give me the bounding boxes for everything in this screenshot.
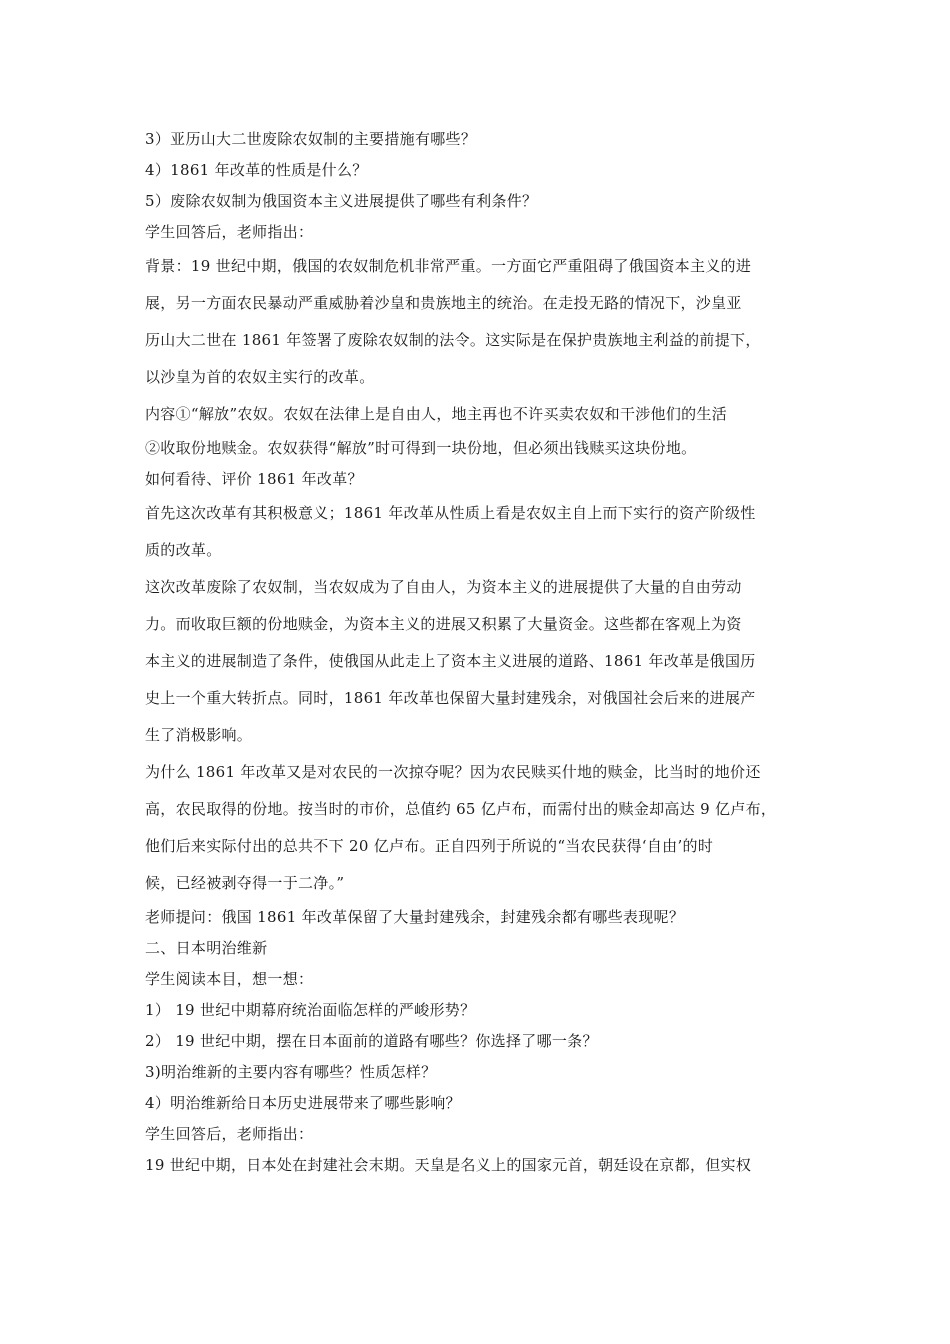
paragraph-plunder-line-1: 为什么 1861 年改革又是对农民的一次掠夺呢？因为农民赎买什地的赎金，比当时的地价还 xyxy=(145,763,761,781)
paragraph-evaluation-line-1: 首先这次改革有其积极意义；1861 年改革从性质上看是农奴主自上而下实行的资产阶级性 xyxy=(145,504,756,522)
paragraph-background-line-3: 历山大二世在 1861 年签署了废除农奴制的法令。这实际是在保护贵族地主利益的前提下， xyxy=(145,331,761,349)
paragraph-content-line-2: ②收取份地赎金。农奴获得“解放”时可得到一块份地，但必须出钱赎买这块份地。 xyxy=(145,439,697,457)
section-heading-meiji: 二、日本明治维新 xyxy=(145,939,268,957)
paragraph-evaluation-line-2: 质的改革。 xyxy=(145,541,222,559)
meiji-question-4: 4）明治维新给日本历史进展带来了哪些影响？ xyxy=(145,1094,461,1112)
evaluation-question: 如何看待、评价 1861 年改革？ xyxy=(145,470,363,488)
paragraph-significance-line-3: 本主义的进展制造了条件，使俄国从此走上了资本主义进展的道路、1861 年改革是俄国历 xyxy=(145,652,756,670)
paragraph-background-line-1: 背景：19 世纪中期，俄国的农奴制危机非常严重。一方面它严重阻碍了俄国资本主义的进 xyxy=(145,257,752,275)
reading-prompt: 学生阅读本目，想一想： xyxy=(145,970,314,988)
paragraph-background-line-4: 以沙皇为首的农奴主实行的改革。 xyxy=(145,368,375,386)
question-3: 3）亚历山大二世废除农奴制的主要措施有哪些？ xyxy=(145,130,477,148)
paragraph-significance-line-4: 史上一个重大转折点。同时，1861 年改革也保留大量封建残余，对俄国社会后来的进展产 xyxy=(145,689,756,707)
teacher-note-2: 学生回答后，老师指出： xyxy=(145,1125,314,1143)
teacher-question: 老师提问：俄国 1861 年改革保留了大量封建残余，封建残余都有哪些表现呢？ xyxy=(145,908,685,926)
paragraph-plunder-line-3: 他们后来实际付出的总共不下 20 亿卢布。正自四列于所说的“当农民获得‘自由’的时 xyxy=(145,837,714,855)
paragraph-plunder-line-4: 候，已经被剥夺得一于二净。” xyxy=(145,874,345,892)
paragraph-significance-line-5: 生了消极影响。 xyxy=(145,726,253,744)
paragraph-background-line-2: 展，另一方面农民暴动严重威胁着沙皇和贵族地主的统治。在走投无路的情况下，沙皇亚 xyxy=(145,294,742,312)
document-body xyxy=(145,124,810,1181)
paragraph-japan-line-1: 19 世纪中期，日本处在封建社会末期。天皇是名义上的国家元首，朝廷设在京都，但实权 xyxy=(145,1156,752,1174)
paragraph-content-line-1: 内容①“解放”农奴。农奴在法律上是自由人，地主再也不许买卖农奴和干涉他们的生活 xyxy=(145,405,728,423)
meiji-question-1: 1） 19 世纪中期幕府统治面临怎样的严峻形势？ xyxy=(145,1001,476,1019)
meiji-question-2: 2） 19 世纪中期，摆在日本面前的道路有哪些？你选择了哪一条？ xyxy=(145,1032,598,1050)
question-5: 5）废除农奴制为俄国资本主义进展提供了哪些有利条件？ xyxy=(145,192,538,210)
paragraph-significance-line-2: 力。而收取巨额的份地赎金，为资本主义的进展又积累了大量资金。这些都在客观上为资 xyxy=(145,615,742,633)
meiji-question-3: 3)明治维新的主要内容有哪些？性质怎样？ xyxy=(145,1063,437,1081)
paragraph-significance-line-1: 这次改革废除了农奴制，当农奴成为了自由人，为资本主义的进展提供了大量的自由劳动 xyxy=(145,578,742,596)
question-4: 4）1861 年改革的性质是什么？ xyxy=(145,161,368,179)
paragraph-plunder-line-2: 高，农民取得的份地。按当时的市价，总值约 65 亿卢布，而需付出的赎金却高达 9 亿卢布， xyxy=(145,800,777,818)
teacher-note: 学生回答后，老师指出： xyxy=(145,223,314,241)
